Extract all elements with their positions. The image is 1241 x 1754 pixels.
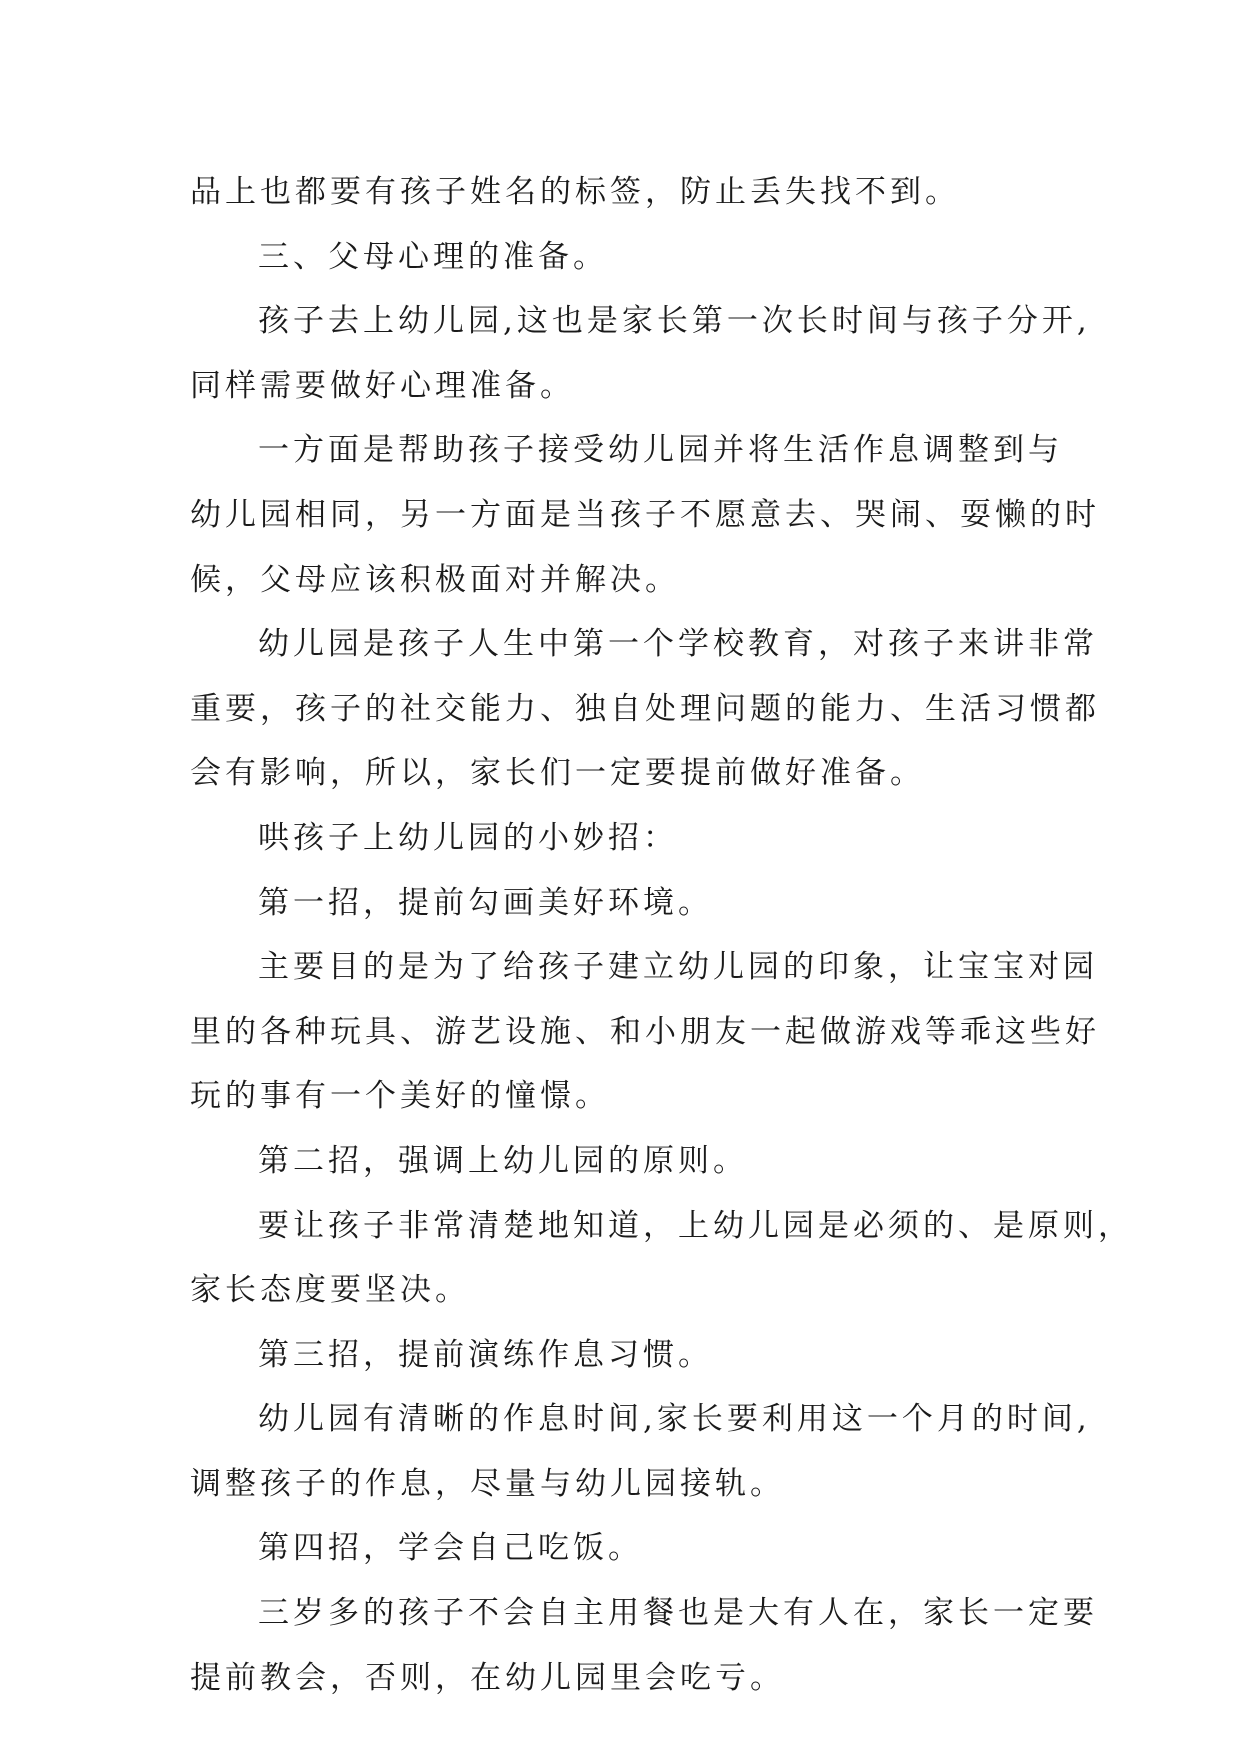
text-line: 三岁多的孩子不会自主用餐也是大有人在，家长一定要: [258, 1595, 1098, 1632]
tip-title: 第一招，提前勾画美好环境。: [258, 884, 713, 921]
text-line: 品上也都要有孩子姓名的标签，防止丢失找不到。: [190, 174, 960, 210]
text-line: 提前教会，否则，在幼儿园里会吃亏。: [190, 1659, 785, 1696]
tips-heading: 哄孩子上幼儿园的小妙招：: [258, 819, 678, 856]
text-line: 玩的事有一个美好的憧憬。: [190, 1078, 610, 1115]
document-body: [190, 160, 1133, 1710]
text-line: 调整孩子的作息，尽量与幼儿园接轨。: [190, 1465, 785, 1502]
tip-title: 第二招，强调上幼儿园的原则。: [258, 1142, 748, 1179]
text-line: 幼儿园有清晰的作息时间,家长要利用这一个月的时间,: [258, 1401, 1091, 1438]
text-line: 会有影响，所以，家长们一定要提前做好准备。: [190, 755, 925, 792]
section-heading: 三、父母心理的准备。: [258, 238, 608, 275]
text-line: 一方面是帮助孩子接受幼儿园并将生活作息调整到与: [258, 432, 1063, 469]
tip-title: 第三招，提前演练作息习惯。: [258, 1336, 713, 1373]
text-line: 幼儿园相同，另一方面是当孩子不愿意去、哭闹、耍懒的时: [190, 496, 1100, 533]
text-line: 家长态度要坚决。: [190, 1272, 470, 1309]
text-line: 里的各种玩具、游艺设施、和小朋友一起做游戏等乖这些好: [190, 1013, 1100, 1050]
text-line: 同样需要做好心理准备。: [190, 367, 575, 404]
text-line: 孩子去上幼儿园,这也是家长第一次长时间与孩子分开,: [258, 303, 1091, 340]
text-line: 候，父母应该积极面对并解决。: [190, 561, 680, 598]
text-line: 重要，孩子的社交能力、独自处理问题的能力、生活习惯都: [190, 690, 1100, 727]
text-line: 幼儿园是孩子人生中第一个学校教育，对孩子来讲非常: [258, 626, 1098, 663]
text-line: 要让孩子非常清楚地知道，上幼儿园是必须的、是原则，: [258, 1207, 1133, 1244]
tip-title: 第四招，学会自己吃饭。: [258, 1530, 643, 1567]
text-line: 主要目的是为了给孩子建立幼儿园的印象，让宝宝对园: [258, 949, 1098, 986]
